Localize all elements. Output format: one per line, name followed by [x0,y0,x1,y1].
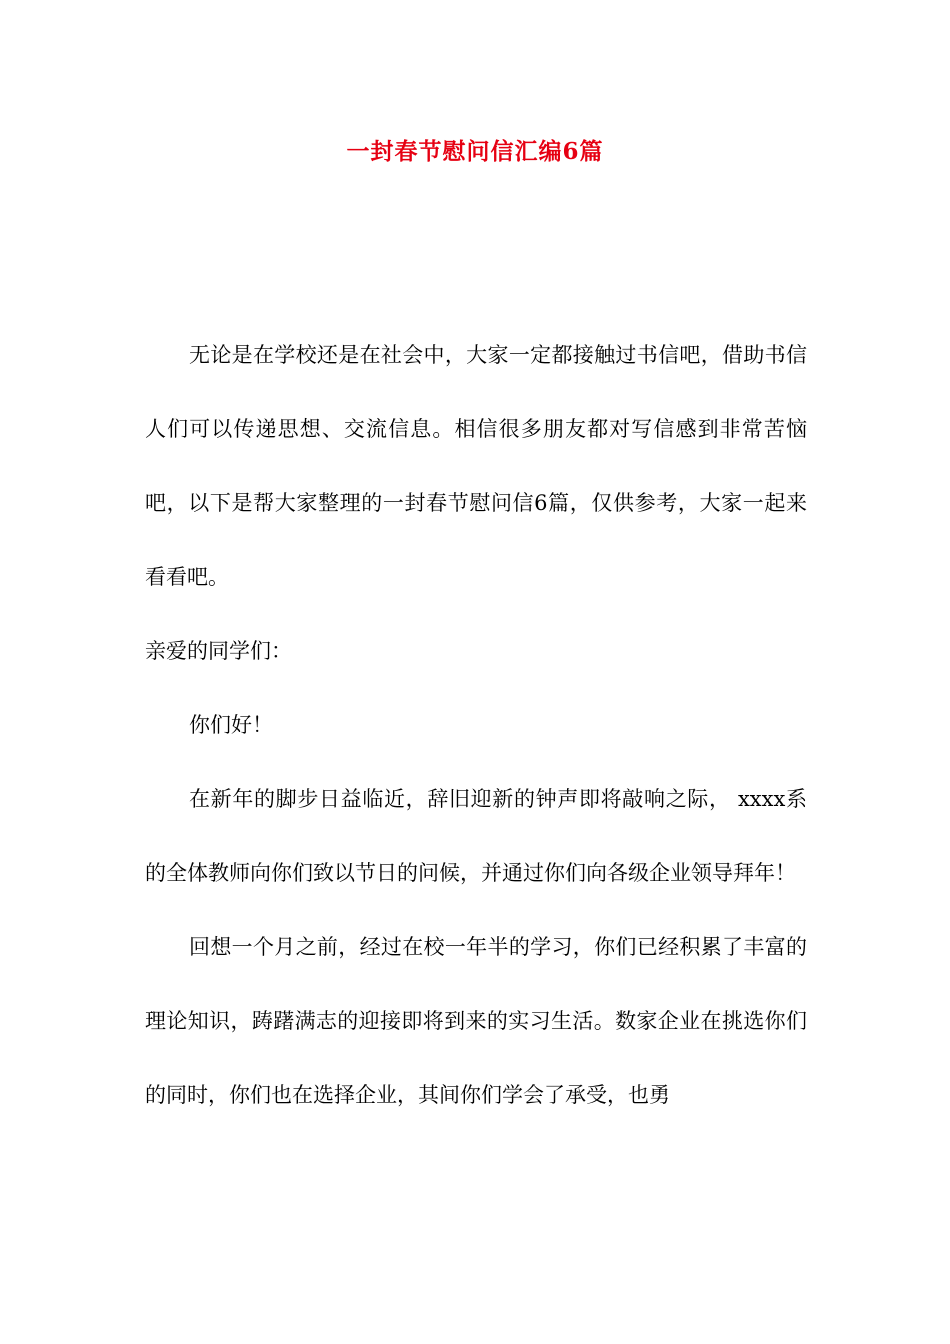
intro-paragraph: 无论是在学校还是在社会中，大家一定都接触过书信吧，借助书信人们可以传递思想、交流信息。相信很多朋友都对写信感到非常苦恼吧，以下是帮大家整理的一封春节慰问信6篇，仅供参考，大家一起来看看吧。 [145,343,807,589]
body-paragraph-2: 回想一个月之前，经过在校一年半的学习，你们已经积累了丰富的理论知识，踌躇满志的迎接即将到来的实习生活。数家企业在挑选你们的同时，你们也在选择企业，其间你们学会了承受，也勇 [145,935,807,1107]
body-paragraph-1: 在新年的脚步日益临近，辞旧迎新的钟声即将敲响之际， xxxx系的全体教师向你们致以节日的问候，并通过你们向各级企业领导拜年！ [145,787,807,885]
greeting: 你们好！ [189,713,273,737]
document-body [145,318,807,1132]
salutation: 亲爱的同学们： [145,639,292,663]
document-title: 一封春节慰问信汇编6篇 [346,138,604,165]
